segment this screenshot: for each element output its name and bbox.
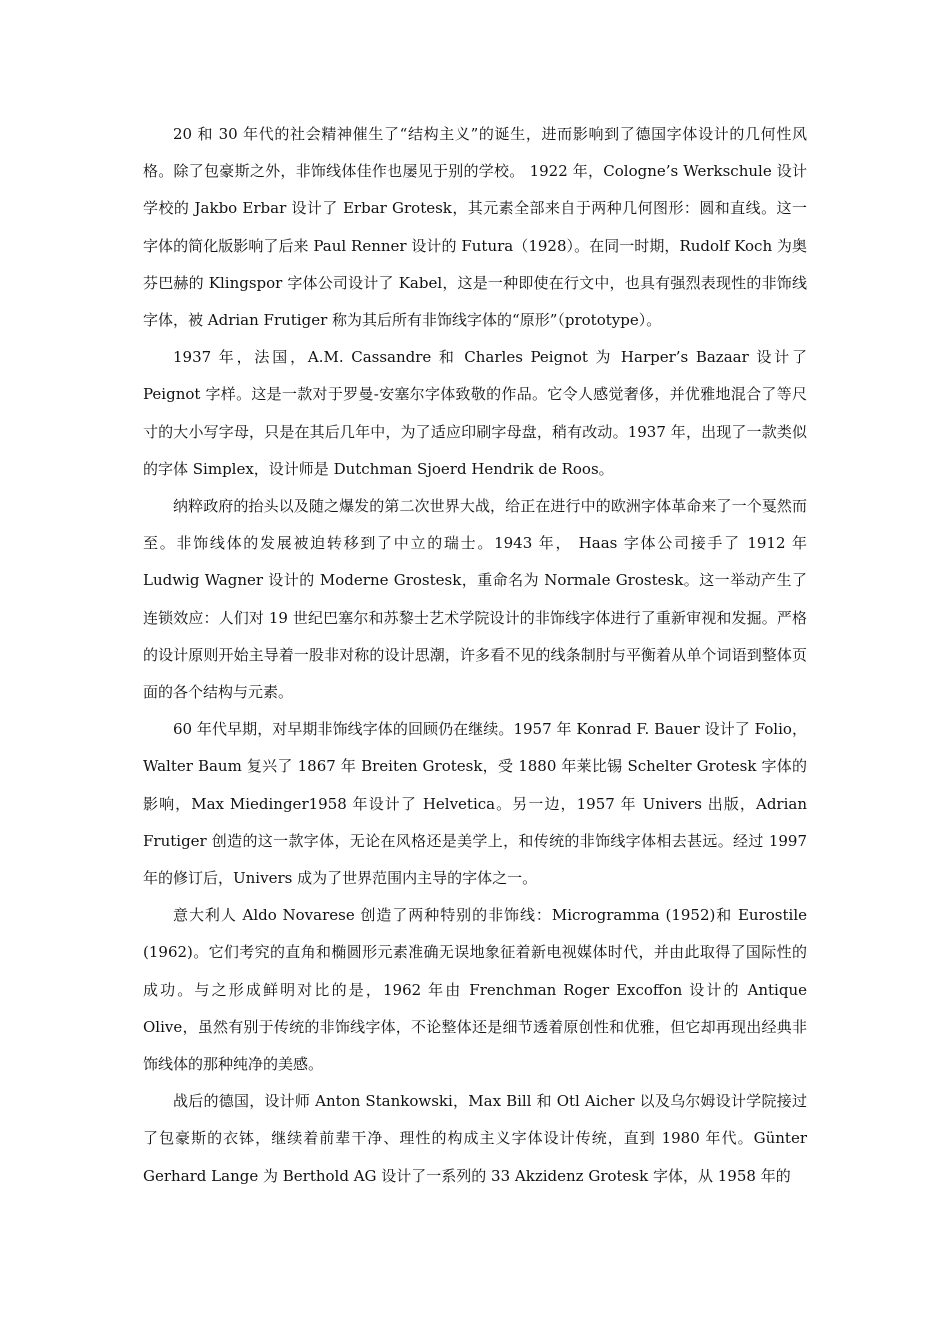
paragraph-1: 20 和 30 年代的社会精神催生了“结构主义”的诞生，进而影响到了德国字体设计的几何性风格。除了包豪斯之外，非饰线体佳作也屡见于别的学校。 1922 年，Cologne’s Werkschule 设计学校的 Jakbo Erbar 设计了 Erbar Grotesk，其元素全部来自于两种几何图形：圆和直线。这一字体的简化版影响了后来 Paul Renner 设计的 Futura（1928）。在同一时期，Rudolf Koch 为奥芬巴赫的 Klingspor 字体公司设计了 Kabel，这是一种即使在行文中，也具有强烈表现性的非饰线字体，被 Adrian Frutiger 称为其后所有非饰线字体的“原形”（prototype）。 [143, 125, 807, 330]
paragraph-5: 意大利人 Aldo Novarese 创造了两种特别的非饰线：Microgramma (1952)和 Eurostile (1962)。它们考究的直角和椭圆形元素准确无误地象征着新电视媒体时代，并由此取得了国际性的成功。与之形成鲜明对比的是，1962 年由 Frenchman Roger Excoffon 设计的 Antique Olive，虽然有别于传统的非饰线字体，不论整体还是细节透着原创性和优雅，但它却再现出经典非饰线体的那种纯净的美感。 [143, 906, 807, 1074]
paragraph-2: 1937 年，法国，A.M. Cassandre 和 Charles Peignot 为 Harper’s Bazaar 设计了 Peignot 字样。这是一款对于罗曼-安塞尔字体致敬的作品。它令人感觉奢侈，并优雅地混合了等尺寸的大小写字母，只是在其后几年中，为了适应印刷字母盘，稍有改动。1937 年，出现了一款类似的字体 Simplex，设计师是 Dutchman Sjoerd Hendrik de Roos。 [143, 348, 807, 478]
paragraph-4: 60 年代早期，对早期非饰线字体的回顾仍在继续。1957 年 Konrad F. Bauer 设计了 Folio，Walter Baum 复兴了 1867 年 Breiten Grotesk，受 1880 年莱比锡 Schelter Grotesk 字体的影响，Max Miedinger1958 年设计了 Helvetica。另一边，1957 年 Univers 出版，Adrian Frutiger 创造的这一款字体，无论在风格还是美学上，和传统的非饰线字体相去甚远。经过 1997 年的修订后，Univers 成为了世界范围内主导的字体之一。 [143, 720, 807, 888]
document-body [143, 116, 807, 1195]
paragraph-3: 纳粹政府的抬头以及随之爆发的第二次世界大战，给正在进行中的欧洲字体革命来了一个戛然而至。非饰线体的发展被迫转移到了中立的瑞士。1943 年， Haas 字体公司接手了 1912 年 Ludwig Wagner 设计的 Moderne Grostesk，重命名为 Normale Grostesk。这一举动产生了连锁效应：人们对 19 世纪巴塞尔和苏黎士艺术学院设计的非饰线字体进行了重新审视和发掘。严格的设计原则开始主导着一股非对称的设计思潮，许多看不见的线条制肘与平衡着从单个词语到整体页面的各个结构与元素。 [143, 497, 807, 702]
paragraph-6: 战后的德国，设计师 Anton Stankowski，Max Bill 和 Otl Aicher 以及乌尔姆设计学院接过了包豪斯的衣钵，继续着前辈干净、理性的构成主义字体设计传统，直到 1980 年代。Günter Gerhard Lange 为 Berthold AG 设计了一系列的 33 Akzidenz Grotesk 字体，从 1958 年的 [143, 1092, 807, 1185]
